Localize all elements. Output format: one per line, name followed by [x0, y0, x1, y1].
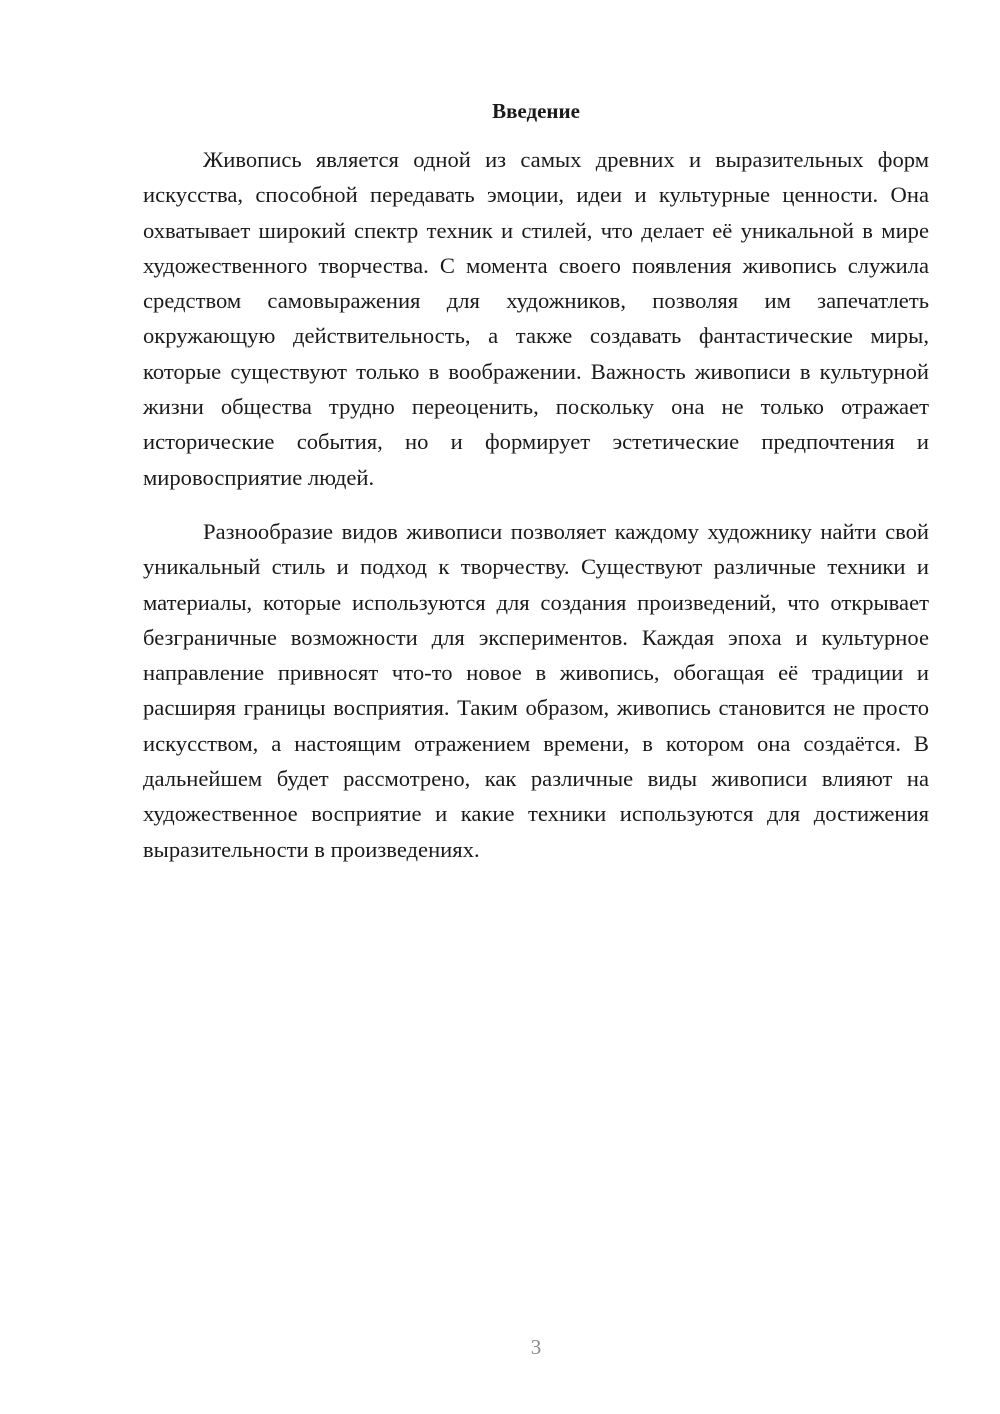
document-body [143, 142, 929, 867]
page-number: 3 [530, 1335, 542, 1359]
paragraph-varieties: Разнообразие видов живописи позволяет каждому художнику найти свой уникальный стиль и подход к творчеству. Существуют различные техники и материалы, которые используются для создания произведений, что открывает безграничные возможности для экспериментов. Каждая эпоха и культурное направление привносят что-то новое в живопись, обогащая её традиции и расширяя границы восприятия. Таким образом, живопись становится не просто искусством, а настоящим отражением времени, в котором она создаётся. В дальнейшем будет рассмотрено, как различные виды живописи влияют на художественное восприятие и какие техники используются для достижения выразительности в произведениях. [143, 518, 929, 862]
page-title: Введение [492, 99, 580, 123]
paragraph-intro: Живопись является одной из самых древних и выразительных форм искусства, способной передавать эмоции, идеи и культурные ценности. Она охватывает широкий спектр техник и стилей, что делает её уникальной в мире художественного творчества. С момента своего появления живопись служила средством самовыражения для художников, позволяя им запечатлеть окружающую действительность, а также создавать фантастические миры, которые существуют только в воображении. Важность живописи в культурной жизни общества трудно переоценить, поскольку она не только отражает исторические события, но и формирует эстетические предпочтения и мировосприятие людей. [143, 147, 929, 490]
